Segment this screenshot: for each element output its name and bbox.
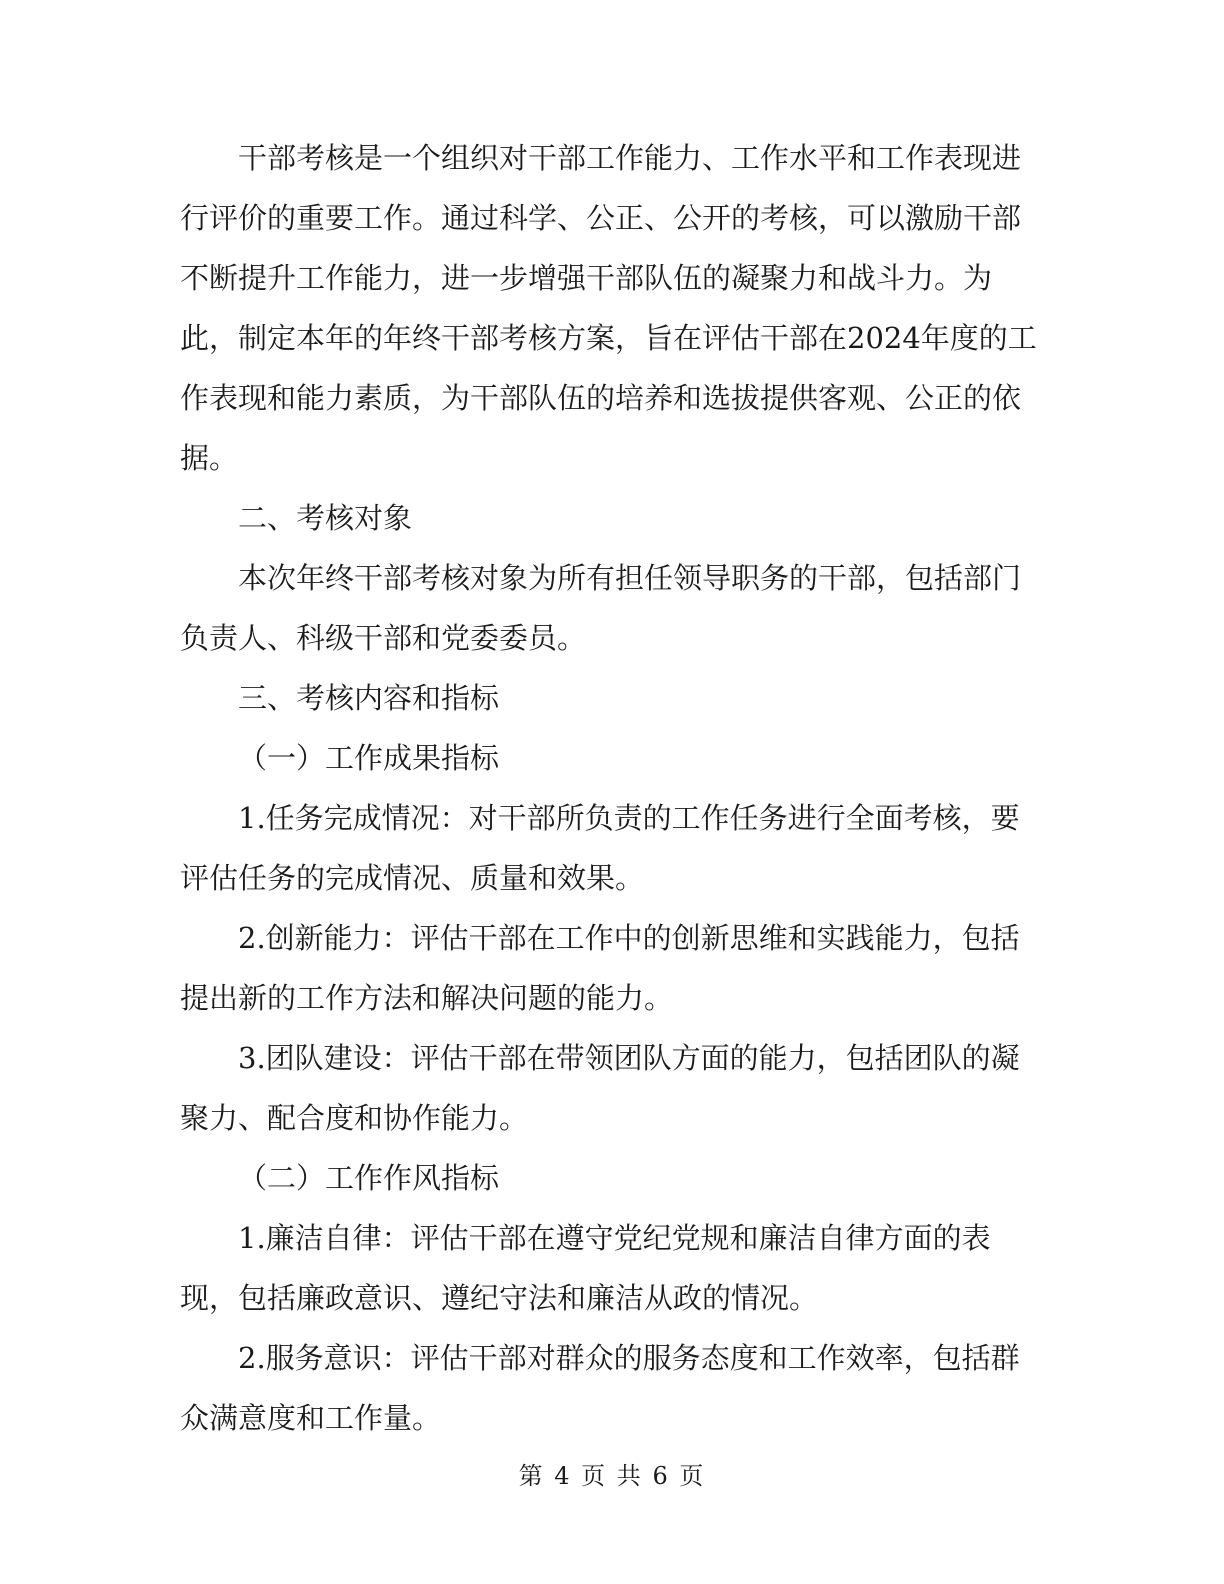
item-integrity: 1.廉洁自律：评估干部在遵守党纪党规和廉洁自律方面的表现，包括廉政意识、遵纪守法和廉洁从政的情况。 — [180, 1221, 991, 1315]
intro-paragraph: 干部考核是一个组织对干部工作能力、工作水平和工作表现进行评价的重要工作。通过科学、公正、公开的考核，可以激励干部不断提升工作能力，进一步增强干部队伍的凝聚力和战斗力。为此，制定本年的年终干部考核方案，旨在评估干部在2024年度的工作表现和能力素质，为干部队伍的培养和选拔提供客观、公正的依据。 — [180, 141, 1037, 475]
document-body — [180, 128, 1040, 1448]
subheading-work-style: （二）工作作风指标 — [238, 1161, 500, 1195]
section-heading-targets: 二、考核对象 — [238, 501, 413, 535]
targets-paragraph: 本次年终干部考核对象为所有担任领导职务的干部，包括部门负责人、科级干部和党委委员。 — [180, 561, 1022, 655]
item-innovation: 2.创新能力：评估干部在工作中的创新思维和实践能力，包括提出新的工作方法和解决问题的能力。 — [180, 921, 1020, 1015]
item-team-building: 3.团队建设：评估干部在带领团队方面的能力，包括团队的凝聚力、配合度和协作能力。 — [180, 1041, 1020, 1135]
section-heading-content: 三、考核内容和指标 — [238, 681, 500, 715]
subheading-results: （一）工作成果指标 — [238, 741, 500, 775]
item-task-completion: 1.任务完成情况：对干部所负责的工作任务进行全面考核，要评估任务的完成情况、质量和效果。 — [180, 801, 1020, 895]
item-service: 2.服务意识：评估干部对群众的服务态度和工作效率，包括群众满意度和工作量。 — [180, 1341, 1020, 1435]
page-number-footer: 第 4 页 共 6 页 — [518, 1462, 706, 1490]
